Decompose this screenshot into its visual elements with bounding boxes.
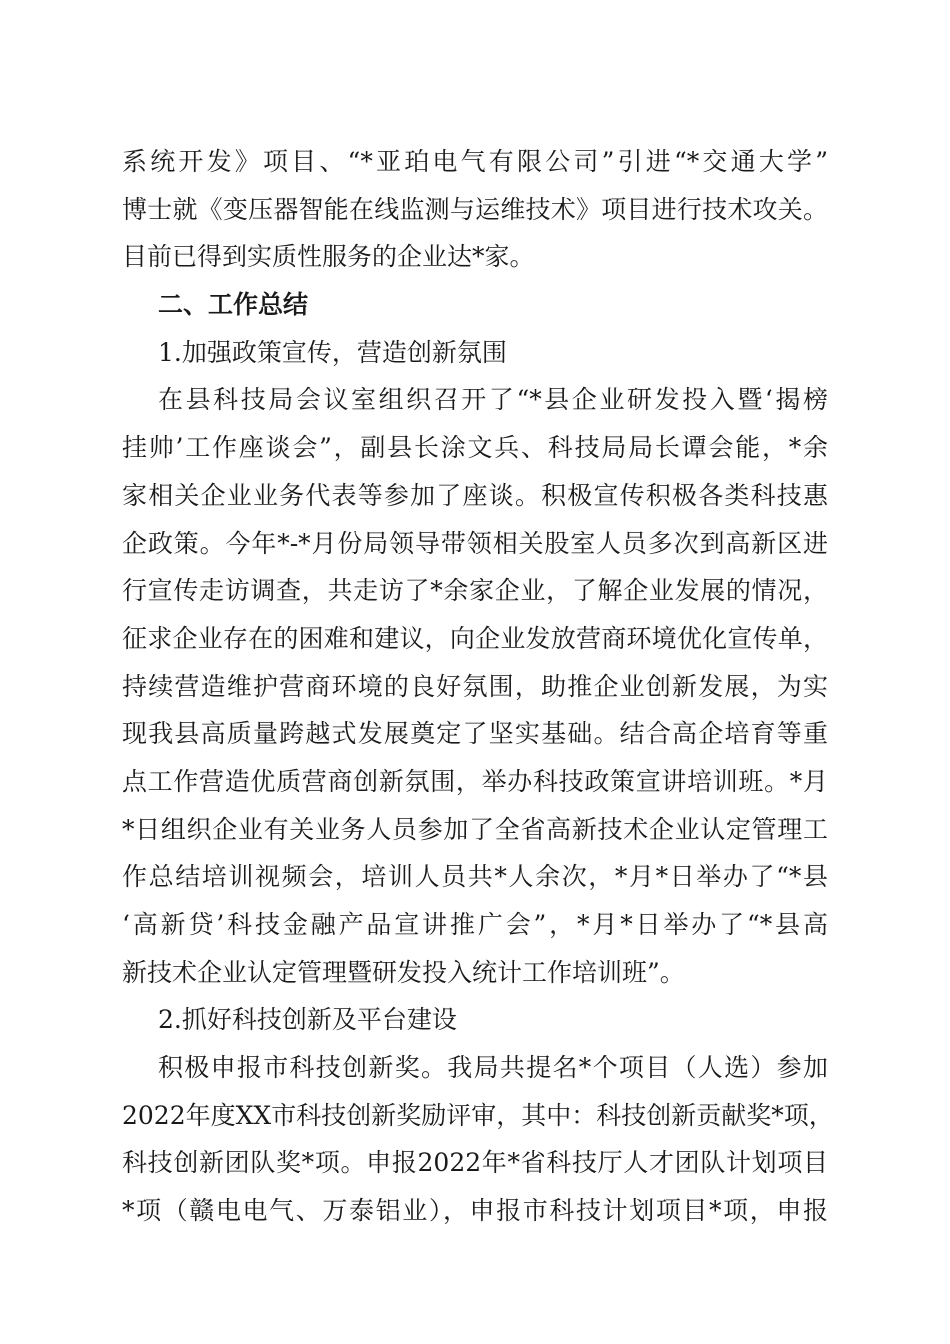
paragraph-line: ‘高新贷’科技金融产品宣讲推广会”，*月*日举办了“*县高 [122,910,828,939]
paragraph-line: 积极申报市科技创新奖。我局共提名*个项目（人选）参加 [158,1053,828,1083]
intro-line: 博士就《变压器智能在线监测与运维技术》项目进行技术攻关。 [122,194,828,224]
paragraph-line: 征求企业存在的困难和建议，向企业发放营商环境优化宣传单， [122,623,828,653]
paragraph-line: 2022年度XX市科技创新奖励评审，其中：科技创新贡献奖*项， [122,1100,834,1130]
paragraph-line: 家相关企业业务代表等参加了座谈。积极宣传积极各类科技惠 [122,480,828,510]
paragraph-line: 科技创新团队奖*项。申报2022年*省科技厅人才团队计划项目 [122,1148,828,1178]
paragraph-line: 点工作营造优质营商创新氛围，举办科技政策宣讲培训班。*月 [122,766,828,796]
paragraph-line: 行宣传走访调查，共走访了*余家企业，了解企业发展的情况， [122,576,828,606]
paragraph-line: 在县科技局会议室组织召开了“*县企业研发投入暨‘揭榜 [158,385,828,415]
paragraph-line: 挂帅’工作座谈会”，副县长涂文兵、科技局局长谭会能，*余 [122,433,828,463]
subsection-2-title: 2.抓好科技创新及平台建设 [158,1005,457,1035]
paragraph-line: 新技术企业认定管理暨研发投入统计工作培训班”。 [122,957,685,987]
paragraph-line: 企政策。今年*-*月份局领导带领相关股室人员多次到高新区进 [122,528,828,558]
paragraph-line: 现我县高质量跨越式发展奠定了坚实基础。结合高企培育等重 [122,719,828,749]
section-heading: 二、工作总结 [158,290,309,320]
paragraph-line: 作总结培训视频会，培训人员共*人余次，*月*日举办了“*县 [122,862,828,892]
paragraph-line: *项（赣电电气、万泰铝业），申报市科技计划项目*项，申报 [122,1196,828,1226]
paragraph-line: 持续营造维护营商环境的良好氛围，助推企业创新发展，为实 [122,671,828,701]
paragraph-line: *日组织企业有关业务人员参加了全省高新技术企业认定管理工 [122,814,828,844]
intro-line: 系统开发》项目、“*亚珀电气有限公司”引进“*交通大学” [122,147,828,176]
document-body [122,138,834,1235]
intro-line: 目前已得到实质性服务的企业达*家。 [122,242,535,272]
subsection-1-title: 1.加强政策宣传，营造创新氛围 [158,337,507,367]
